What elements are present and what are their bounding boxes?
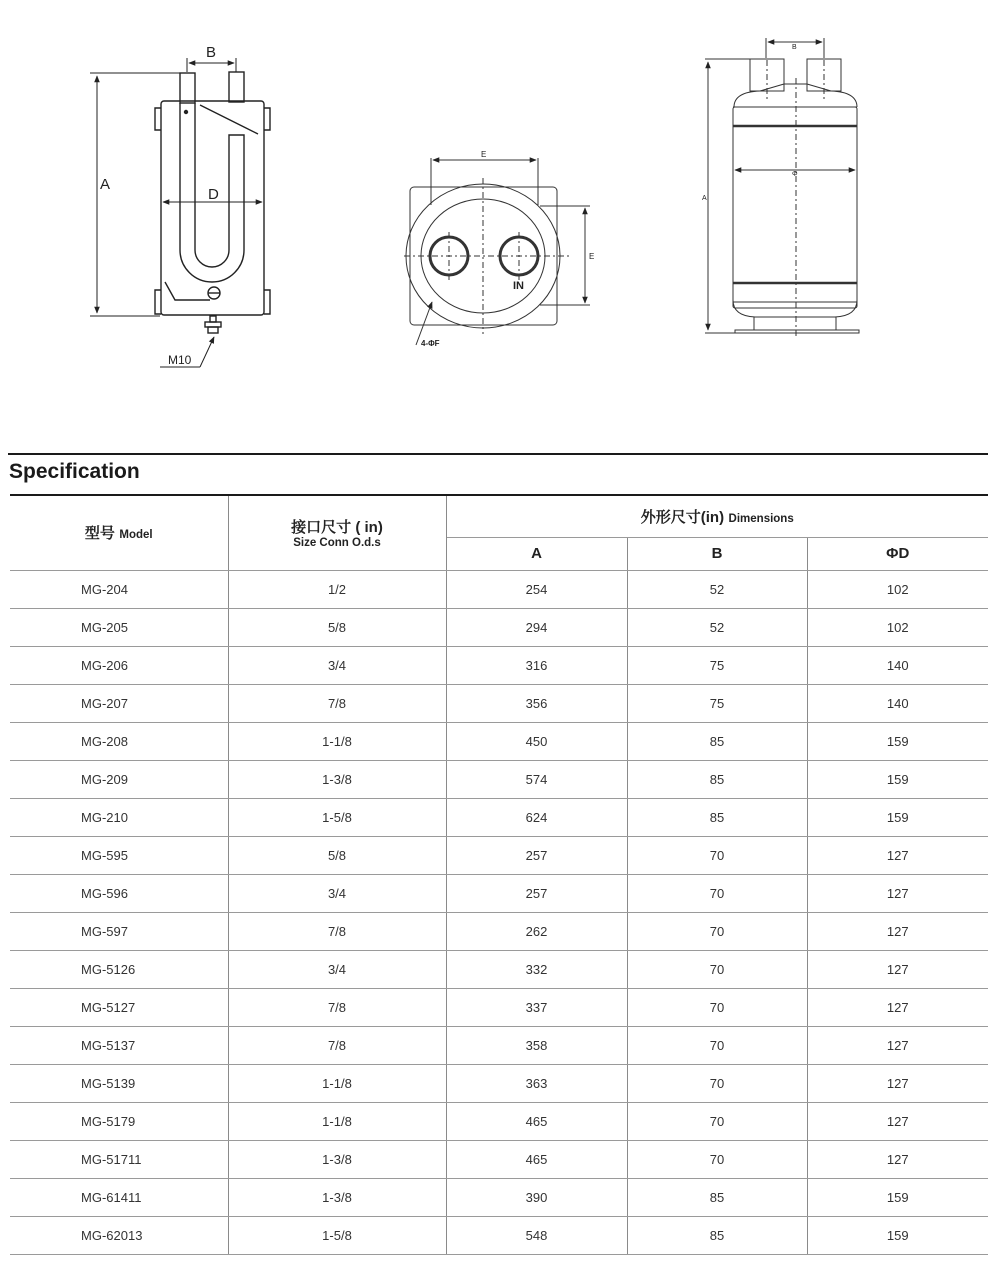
cell-dim-b: 70: [627, 1140, 807, 1178]
cell-dim-a: 465: [446, 1140, 627, 1178]
cell-connection-size: 3/4: [228, 950, 446, 988]
label-dim-e-top: E: [481, 150, 487, 159]
cell-dim-a: 316: [446, 646, 627, 684]
table-row: [10, 1140, 988, 1178]
cell-dim-b: 52: [627, 608, 807, 646]
cell-dim-b: 70: [627, 1026, 807, 1064]
header-conn-en: Size Conn O.d.s: [293, 537, 381, 550]
cell-dim-a: 337: [446, 988, 627, 1026]
table-body: [10, 570, 988, 1254]
header-dimensions: [446, 495, 988, 537]
table-row: [10, 1102, 988, 1140]
table-row: [10, 950, 988, 988]
cell-model: MG-61411: [10, 1178, 228, 1216]
cell-connection-size: 7/8: [228, 912, 446, 950]
cell-connection-size: 3/4: [228, 874, 446, 912]
label-dim-d-left: D: [208, 186, 219, 203]
cell-model: MG-207: [10, 684, 228, 722]
cutaway-side-view: [90, 58, 270, 367]
cell-connection-size: 1-3/8: [228, 760, 446, 798]
external-side-view: [705, 38, 859, 337]
cell-dim-a: 294: [446, 608, 627, 646]
cell-dim-a: 363: [446, 1064, 627, 1102]
cell-dim-b: 70: [627, 1102, 807, 1140]
header-connection-size: [228, 495, 446, 570]
cell-dim-a: 624: [446, 798, 627, 836]
cell-dim-b: 70: [627, 912, 807, 950]
cell-model: MG-208: [10, 722, 228, 760]
label-inlet: IN: [513, 280, 524, 292]
table-row: [10, 1026, 988, 1064]
cell-model: MG-204: [10, 570, 228, 608]
cell-dim-b: 70: [627, 836, 807, 874]
cell-dim-a: 548: [446, 1216, 627, 1254]
label-dim-e-side: E: [589, 252, 595, 261]
cell-model: MG-51711: [10, 1140, 228, 1178]
cell-connection-size: 7/8: [228, 1026, 446, 1064]
cell-connection-size: 1-1/8: [228, 1102, 446, 1140]
table-row: [10, 1216, 988, 1254]
cell-dim-b: 70: [627, 950, 807, 988]
cell-dim-a: 574: [446, 760, 627, 798]
cell-dim-a: 390: [446, 1178, 627, 1216]
header-dims-zh: 外形尺寸(in): [640, 508, 725, 526]
cell-connection-size: 7/8: [228, 988, 446, 1026]
cell-model: MG-597: [10, 912, 228, 950]
cell-connection-size: 5/8: [228, 836, 446, 874]
drawings-svg: [0, 0, 1000, 440]
cell-dim-d: 127: [807, 1026, 988, 1064]
cell-dim-d: 127: [807, 1102, 988, 1140]
cell-model: MG-62013: [10, 1216, 228, 1254]
cell-dim-a: 332: [446, 950, 627, 988]
cell-connection-size: 1-1/8: [228, 1064, 446, 1102]
header-model-zh: 型号: [84, 525, 115, 543]
label-thread-m10: M10: [168, 353, 192, 367]
header-dims-en: Dimensions: [728, 512, 794, 525]
cell-connection-size: 1-5/8: [228, 1216, 446, 1254]
section-title: Specification: [9, 460, 140, 483]
label-dim-d-right: Φ: [792, 171, 798, 178]
cell-model: MG-209: [10, 760, 228, 798]
cell-dim-d: 159: [807, 722, 988, 760]
header-model: [10, 495, 228, 570]
cell-model: MG-210: [10, 798, 228, 836]
table-row: [10, 798, 988, 836]
cell-model: MG-5179: [10, 1102, 228, 1140]
cell-dim-a: 254: [446, 570, 627, 608]
table-row: [10, 874, 988, 912]
cell-model: MG-596: [10, 874, 228, 912]
cell-dim-d: 159: [807, 760, 988, 798]
cell-dim-b: 85: [627, 1216, 807, 1254]
cell-dim-b: 75: [627, 684, 807, 722]
table-row: [10, 1064, 988, 1102]
label-dim-a-left: A: [100, 176, 111, 193]
specification-table: [10, 494, 988, 1255]
cell-dim-d: 140: [807, 646, 988, 684]
top-plan-view: [404, 158, 590, 345]
header-conn-zh: 接口尺寸 ( in): [291, 519, 383, 537]
cell-model: MG-5139: [10, 1064, 228, 1102]
cell-dim-a: 358: [446, 1026, 627, 1064]
cell-model: MG-5137: [10, 1026, 228, 1064]
table-row: [10, 608, 988, 646]
cell-model: MG-205: [10, 608, 228, 646]
cell-dim-d: 127: [807, 836, 988, 874]
table-row: [10, 722, 988, 760]
header-col-b: B: [627, 537, 807, 570]
table-row: [10, 646, 988, 684]
cell-dim-d: 127: [807, 874, 988, 912]
header-col-a: A: [446, 537, 627, 570]
cell-dim-a: 356: [446, 684, 627, 722]
cell-connection-size: 1-3/8: [228, 1178, 446, 1216]
cell-dim-d: 140: [807, 684, 988, 722]
cell-dim-d: 102: [807, 608, 988, 646]
cell-dim-b: 85: [627, 798, 807, 836]
cell-dim-b: 70: [627, 1064, 807, 1102]
table-row: [10, 1178, 988, 1216]
table-row: [10, 570, 988, 608]
cell-connection-size: 1/2: [228, 570, 446, 608]
label-mounting-holes: 4-ΦF: [421, 339, 440, 348]
cell-dim-b: 70: [627, 874, 807, 912]
header-model-en: Model: [119, 529, 153, 542]
header-col-d: ΦD: [807, 537, 988, 570]
cell-dim-d: 127: [807, 988, 988, 1026]
table-header-row: [10, 495, 988, 537]
cell-connection-size: 3/4: [228, 646, 446, 684]
cell-dim-d: 127: [807, 950, 988, 988]
cell-dim-a: 450: [446, 722, 627, 760]
cell-dim-d: 127: [807, 1140, 988, 1178]
cell-connection-size: 7/8: [228, 684, 446, 722]
cell-connection-size: 1-3/8: [228, 1140, 446, 1178]
cell-connection-size: 1-1/8: [228, 722, 446, 760]
cell-dim-b: 70: [627, 988, 807, 1026]
cell-dim-b: 52: [627, 570, 807, 608]
cell-dim-b: 85: [627, 760, 807, 798]
cell-dim-a: 257: [446, 874, 627, 912]
cell-dim-b: 75: [627, 646, 807, 684]
table-row: [10, 912, 988, 950]
label-dim-b-left: B: [206, 44, 217, 61]
table-row: [10, 988, 988, 1026]
cell-dim-b: 85: [627, 1178, 807, 1216]
cell-model: MG-5127: [10, 988, 228, 1026]
cell-connection-size: 1-5/8: [228, 798, 446, 836]
cell-dim-a: 465: [446, 1102, 627, 1140]
table-row: [10, 684, 988, 722]
cell-connection-size: 5/8: [228, 608, 446, 646]
table-row: [10, 760, 988, 798]
label-dim-b-right: B: [792, 44, 797, 51]
cell-dim-a: 257: [446, 836, 627, 874]
cell-model: MG-5126: [10, 950, 228, 988]
cell-model: MG-206: [10, 646, 228, 684]
cell-dim-a: 262: [446, 912, 627, 950]
cell-dim-d: 159: [807, 1216, 988, 1254]
cell-dim-d: 127: [807, 912, 988, 950]
cell-dim-d: 127: [807, 1064, 988, 1102]
cell-dim-d: 102: [807, 570, 988, 608]
cell-dim-d: 159: [807, 798, 988, 836]
table-row: [10, 836, 988, 874]
cell-model: MG-595: [10, 836, 228, 874]
section-divider: [8, 453, 988, 455]
technical-drawings: [0, 0, 1000, 440]
cell-dim-d: 159: [807, 1178, 988, 1216]
cell-dim-b: 85: [627, 722, 807, 760]
label-dim-a-right: A: [702, 195, 707, 202]
